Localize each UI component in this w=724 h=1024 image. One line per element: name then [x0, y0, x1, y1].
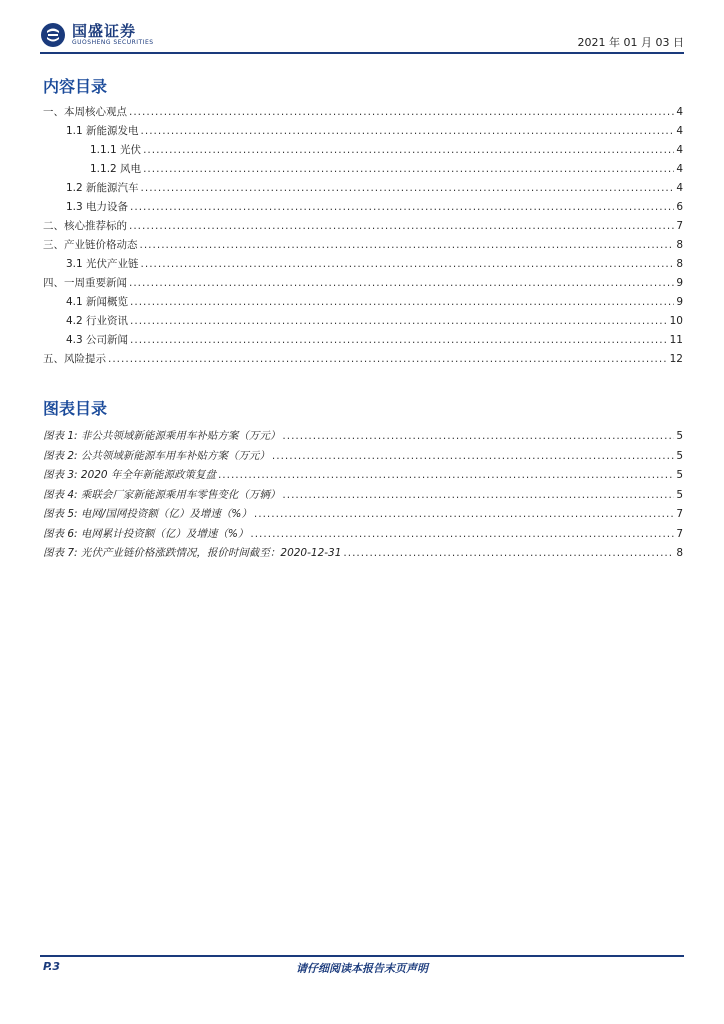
toc-item-page: 4 — [676, 182, 683, 194]
toc-item-label: 1.3 电力设备 — [66, 201, 129, 213]
dot-leader — [282, 489, 674, 501]
toc-item[interactable] — [43, 180, 683, 199]
toc-item-page: 8 — [676, 239, 683, 251]
dot-leader — [130, 201, 674, 213]
dot-leader — [141, 182, 675, 194]
toc-title: 内容目录 — [43, 77, 108, 96]
toc-item[interactable] — [43, 351, 683, 370]
dot-leader — [343, 547, 674, 559]
dot-leader — [272, 450, 674, 462]
dot-leader — [129, 220, 674, 232]
dot-leader — [141, 258, 675, 270]
toc-item-page: 7 — [676, 220, 683, 232]
figure-item-page: 5 — [676, 430, 683, 442]
company-name-en: GUOSHENG SECURITIES — [72, 39, 154, 46]
figure-item[interactable] — [43, 448, 683, 468]
dot-leader — [129, 106, 674, 118]
figure-item-page: 5 — [676, 469, 683, 481]
figure-item-label: 图表 6: 电网累计投资额（亿）及增速（%） — [43, 527, 249, 540]
company-logo — [40, 22, 154, 48]
toc-item[interactable] — [43, 104, 683, 123]
figure-item-page: 7 — [676, 508, 683, 520]
figure-item[interactable] — [43, 428, 683, 448]
toc-item-page: 9 — [676, 277, 683, 289]
toc-item[interactable] — [43, 332, 683, 351]
toc-item-label: 五、风险提示 — [43, 353, 106, 365]
toc-item-label: 3.1 光伏产业链 — [66, 258, 139, 270]
toc-item[interactable] — [43, 123, 683, 142]
toc-item[interactable] — [43, 161, 683, 180]
toc-item-label: 1.1.1 光伏 — [90, 144, 142, 156]
footer-divider — [40, 955, 684, 957]
list-of-figures — [43, 428, 683, 565]
toc-item[interactable] — [43, 256, 683, 275]
footer-disclaimer: 请仔细阅读本报告末页声明 — [296, 962, 428, 975]
toc-item-label: 1.1.2 风电 — [90, 163, 142, 175]
report-date: 2021 年 01 月 03 日 — [577, 36, 684, 49]
dot-leader — [130, 315, 668, 327]
guosheng-logo-icon — [40, 22, 66, 48]
figure-item-page: 5 — [676, 449, 683, 462]
dot-leader — [143, 144, 674, 156]
toc-item-page: 10 — [669, 315, 683, 327]
toc-item-label: 4.3 公司新闻 — [66, 334, 129, 346]
toc-item[interactable] — [43, 199, 683, 218]
figure-item-label: 图表 4: 乘联会厂家新能源乘用车零售变化（万辆） — [43, 488, 281, 501]
figure-item-page: 8 — [676, 547, 683, 559]
toc-item[interactable] — [43, 218, 683, 237]
dot-leader — [140, 239, 675, 251]
toc-item-label: 4.1 新闻概览 — [66, 296, 129, 308]
toc-item[interactable] — [43, 275, 683, 294]
header-divider — [40, 52, 684, 54]
figure-item[interactable] — [43, 467, 683, 487]
toc-item-label: 四、一周重要新闻 — [43, 277, 127, 289]
dot-leader — [129, 277, 674, 289]
toc-item-page: 12 — [669, 353, 683, 365]
figures-title: 图表目录 — [43, 399, 108, 418]
toc-item-label: 4.2 行业资讯 — [66, 315, 129, 327]
dot-leader — [143, 163, 674, 175]
figure-item[interactable] — [43, 487, 683, 507]
company-name: 国盛证券 — [72, 22, 137, 40]
figure-item-label: 图表 5: 电网/国网投资额（亿）及增速（%） — [43, 508, 252, 520]
figure-item-page: 7 — [676, 527, 683, 540]
dot-leader — [250, 528, 674, 540]
dot-leader — [218, 469, 674, 481]
dot-leader — [282, 430, 674, 442]
toc-item-label: 二、核心推荐标的 — [43, 220, 127, 232]
toc-item-page: 8 — [676, 258, 683, 270]
toc-item-label: 三、产业链价格动态 — [43, 239, 138, 251]
figure-item-page: 5 — [676, 488, 683, 501]
toc-item[interactable] — [43, 313, 683, 332]
dot-leader — [141, 125, 675, 137]
toc-item-label: 1.1 新能源发电 — [66, 125, 139, 137]
table-of-contents — [43, 104, 683, 370]
figure-item-label: 图表 1: 非公共领域新能源乘用车补贴方案（万元） — [43, 430, 281, 442]
toc-item[interactable] — [43, 294, 683, 313]
toc-item-label: 1.2 新能源汽车 — [66, 182, 139, 194]
toc-item-page: 6 — [676, 201, 683, 213]
figure-item-label: 图表 7: 光伏产业链价格涨跌情况，报价时间截至：2020-12-31 — [43, 547, 342, 559]
figure-item[interactable] — [43, 506, 683, 526]
dot-leader — [108, 353, 668, 365]
toc-item-page: 4 — [676, 163, 683, 175]
toc-item[interactable] — [43, 142, 683, 161]
figure-item[interactable] — [43, 526, 683, 546]
figure-item-label: 图表 3: 2020 年全年新能源政策复盘 — [43, 469, 216, 481]
toc-item-page: 11 — [669, 334, 683, 346]
toc-item-label: 一、本周核心观点 — [43, 106, 127, 118]
dot-leader — [130, 296, 674, 308]
toc-item-page: 4 — [676, 125, 683, 137]
dot-leader — [254, 508, 674, 520]
toc-item-page: 4 — [676, 106, 683, 118]
page-number: P.3 — [43, 960, 61, 973]
toc-item-page: 9 — [676, 296, 683, 308]
toc-item-page: 4 — [676, 144, 683, 156]
page-header — [40, 20, 684, 54]
figure-item-label: 图表 2: 公共领域新能源车用车补贴方案（万元） — [43, 449, 270, 462]
figure-item[interactable] — [43, 545, 683, 565]
dot-leader — [130, 334, 668, 346]
toc-item[interactable] — [43, 237, 683, 256]
